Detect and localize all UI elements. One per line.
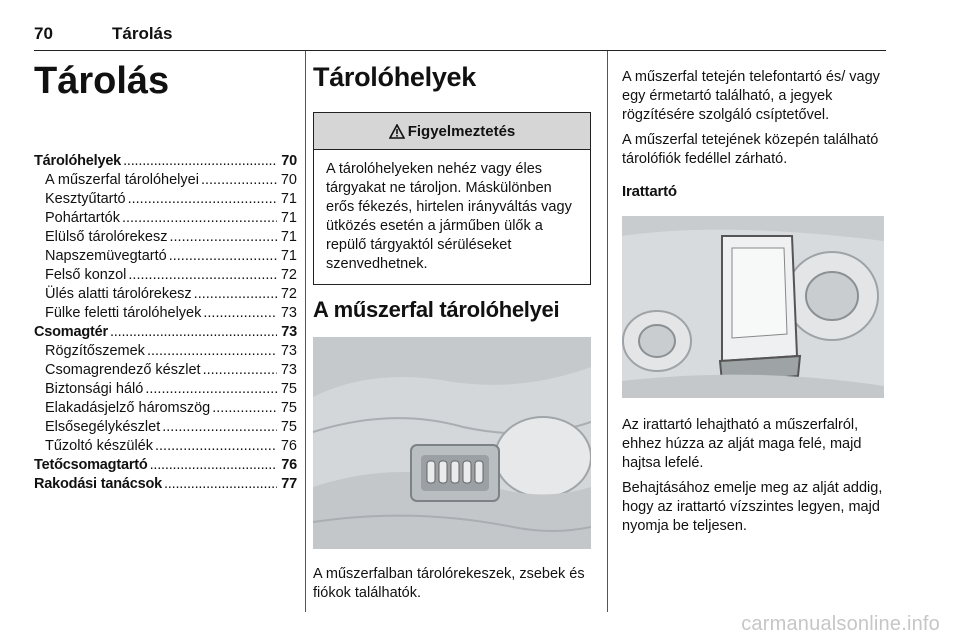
toc-page-number: 76 (280, 438, 297, 454)
toc-entry[interactable] (34, 171, 297, 190)
toc-label: Csomagrendező készlet (45, 362, 201, 378)
toc-entry[interactable] (34, 342, 297, 361)
toc-leader-dots (203, 304, 277, 323)
warning-header (314, 113, 590, 150)
chapter-title: Tárolás (34, 60, 170, 102)
toc-label: Elakadásjelző háromszög (45, 400, 211, 416)
toc-label: Tetőcsomagtartó (34, 457, 148, 473)
toc-entry[interactable] (34, 152, 297, 171)
toc-label: Fülke feletti tárolóhelyek (45, 305, 202, 321)
subsection-title: A műszerfal tárolóhelyei (313, 297, 560, 322)
toc-page-number: 76 (281, 457, 297, 473)
toc-label: Elülső tárolórekesz (45, 229, 168, 245)
paragraph: Az irattartó lehajtható a műszerfalról, ehhez húzza az alját maga felé, majd hajtsa lefelé. (622, 417, 862, 471)
toc-label: Rakodási tanácsok (34, 476, 162, 492)
toc-page-number: 70 (280, 172, 297, 188)
document-holder-illustration (622, 216, 884, 398)
paragraph: A műszerfal tetején telefontartó és/ vagy egy érmetartó található, a jegyek rögzítésére szolgáló csíptetővel. (622, 69, 880, 123)
toc-leader-dots (212, 399, 277, 418)
watermark: carmanualsonline.info (741, 613, 940, 635)
toc-label: Napszemüvegtartó (45, 248, 167, 264)
toc-page-number: 73 (280, 343, 297, 359)
toc-page-number: 75 (280, 419, 297, 435)
toc-page-number: 72 (280, 267, 297, 283)
warning-box (313, 112, 591, 285)
toc-page-number: 73 (281, 324, 297, 340)
illustration-caption: A műszerfalban tárolórekeszek, zsebek és fiókok találhatók. (313, 566, 585, 601)
toc-label: Tűzoltó készülék (45, 438, 153, 454)
toc-entry[interactable] (34, 456, 297, 475)
toc-leader-dots (164, 475, 277, 494)
toc-entry[interactable] (34, 266, 297, 285)
toc-page-number: 71 (280, 191, 297, 207)
toc-leader-dots (162, 418, 277, 437)
toc-entry[interactable] (34, 380, 297, 399)
warning-text: A tárolóhelyeken nehéz vagy éles tárgyakat ne tároljon. Máskülönben erős fékezés, hirtelen irányváltás vagy ütközés esetén a járműben ülők a repülő tárgyaktól sérüléseket szenvedhetnek. (326, 161, 572, 272)
toc-page-number: 71 (280, 248, 297, 264)
toc-leader-dots (110, 323, 277, 342)
subheading-document-holder: Irattartó (622, 183, 677, 200)
toc-label: Rögzítőszemek (45, 343, 145, 359)
toc-entry[interactable] (34, 323, 297, 342)
toc-entry[interactable] (34, 418, 297, 437)
toc-label: Csomagtér (34, 324, 108, 340)
toc-entry[interactable] (34, 247, 297, 266)
toc-page-number: 72 (280, 286, 297, 302)
toc-label: Biztonsági háló (45, 381, 144, 397)
toc-leader-dots (194, 285, 277, 304)
toc-entry[interactable] (34, 475, 297, 494)
toc-label: Kesztyűtartó (45, 191, 126, 207)
toc-leader-dots (128, 266, 276, 285)
warning-title: Figyelmeztetés (407, 122, 516, 140)
toc-page-number: 77 (281, 476, 297, 492)
toc-page-number: 73 (280, 305, 297, 321)
toc-leader-dots (123, 152, 277, 171)
toc-page-number: 73 (280, 362, 297, 378)
toc-entry[interactable] (34, 399, 297, 418)
toc-entry[interactable] (34, 209, 297, 228)
toc-leader-dots (170, 228, 277, 247)
toc-leader-dots (145, 380, 277, 399)
toc-label: Elsősegélykészlet (45, 419, 161, 435)
toc-leader-dots (203, 361, 277, 380)
page-number: 70 (34, 24, 53, 43)
paragraph: A műszerfal tetejének közepén található tárolófiók fedéllel zárható. (622, 132, 879, 167)
toc-leader-dots (169, 247, 277, 266)
paragraph: Behajtásához emelje meg az alját addig, hogy az irattartó vízszintes legyen, majd nyomja be teljesen. (622, 480, 883, 534)
toc-leader-dots (147, 342, 277, 361)
header-title: Tárolás (112, 24, 173, 43)
toc-page-number: 75 (280, 381, 297, 397)
toc-label: A műszerfal tárolóhelyei (45, 172, 199, 188)
column-divider (305, 51, 306, 612)
toc-entry[interactable] (34, 285, 297, 304)
toc-entry[interactable] (34, 437, 297, 456)
toc-entry[interactable] (34, 190, 297, 209)
toc-entry[interactable] (34, 228, 297, 247)
toc-label: Ülés alatti tárolórekesz (45, 286, 192, 302)
column-divider (607, 51, 608, 612)
toc-label: Pohártartók (45, 210, 120, 226)
toc-page-number: 70 (281, 153, 297, 169)
toc-leader-dots (201, 171, 277, 190)
toc-page-number: 75 (280, 400, 297, 416)
toc-page-number: 71 (280, 229, 297, 245)
section-title: Tárolóhelyek (313, 62, 476, 92)
toc-page-number: 71 (280, 210, 297, 226)
right-column (622, 68, 888, 542)
toc-leader-dots (122, 209, 277, 228)
toc-entry[interactable] (34, 304, 297, 323)
toc-leader-dots (150, 456, 278, 475)
toc-label: Tárolóhelyek (34, 153, 122, 169)
toc-label: Felső konzol (45, 267, 127, 283)
left-column (34, 60, 297, 494)
toc-entry[interactable] (34, 361, 297, 380)
table-of-contents (34, 152, 297, 494)
toc-leader-dots (128, 190, 277, 209)
dashboard-storage-illustration (313, 337, 591, 549)
page-header (34, 10, 886, 51)
middle-column (313, 60, 591, 603)
warning-triangle-icon (389, 124, 405, 139)
toc-leader-dots (155, 437, 277, 456)
